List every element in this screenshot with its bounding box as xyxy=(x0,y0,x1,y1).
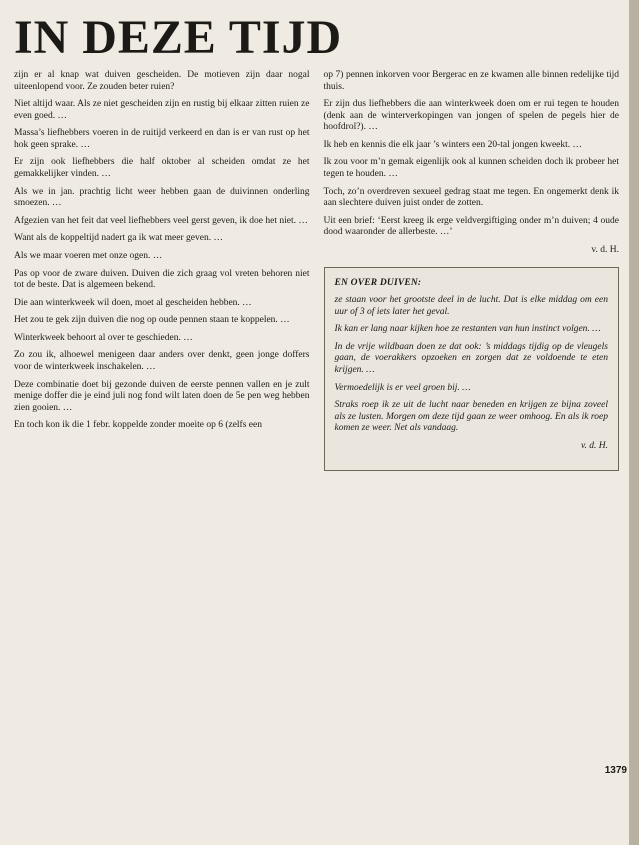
box-paragraph: In de vrije wildbaan doen ze dat ook: ’s middags tijdig op de vleugels gaan, de voerakkers opzoeken en zorgen dat ze voldoende te eten krijgen. … xyxy=(334,341,608,375)
box-paragraph: Ik kan er lang naar kijken hoe ze restanten van hun instinct volgen. … xyxy=(334,324,601,335)
paragraph: Het zou te gek zijn duiven die nog op oude pennen staan te koppelen. … xyxy=(14,315,290,326)
box-paragraph: Straks roep ik ze uit de lucht naar beneden en krijgen ze bijna zoveel als ze lusten. Morgen om deze tijd gaan ze weer omhoog. En als ik roep komen ze weer. Net als vandaag. xyxy=(334,400,608,434)
page-title: IN DEZE TIJD xyxy=(14,11,343,64)
paragraph: Ik heb en kennis die elk jaar ’s winters een 20-tal jongen kweekt. … xyxy=(323,139,583,150)
paragraph: Niet altijd waar. Als ze niet gescheiden zijn en rustig bij elkaar zitten ruien ze even goed. … xyxy=(14,99,310,121)
paragraph: Er zijn dus liefhebbers die aan winterkweek doen om er rui tegen te houden (denk aan de winterverkopingen van jongen of spelen de pegels hier de hoofdrol?). … xyxy=(323,99,619,133)
paragraph: Deze combinatie doet bij gezonde duiven de eerste pennen vallen en je zult menige doffer die je eind juli nog fond wilt laten doen de 5e pen weg hebben zien gooien. … xyxy=(14,379,310,413)
paragraph: Als we in jan. prachtig licht weer hebben gaan de duivinnen onderling smoezen. … xyxy=(14,186,310,209)
paragraph: Want als de koppeltijd nadert ga ik wat meer geven. … xyxy=(14,233,223,244)
box-paragraph: Vermoedelijk is er veel groen bij. … xyxy=(334,382,471,393)
page-number: 1379 xyxy=(604,765,627,776)
paragraph: En toch kon ik die 1 febr. koppelde zonder moeite op 6 (zelfs een xyxy=(14,420,262,431)
letter-paragraph: Uit een brief: ‘Eerst kreeg ik erge veldvergiftiging onder m’n duiven; 4 oude dood waaronder de allerbeste. …’ xyxy=(323,215,619,238)
paragraph: Die aan winterkweek wil doen, moet al gescheiden hebben. … xyxy=(14,297,252,308)
right-column xyxy=(324,70,620,471)
box-paragraph: ze staan voor het grootste deel in de lucht. Dat is elke middag om een uur of 3 of iets later het geval. xyxy=(334,295,608,317)
box-heading: EN OVER DUIVEN: xyxy=(334,277,422,288)
paragraph: op 7) pennen inkorven voor Bergerac en ze kwamen alle binnen redelijke tijd thuis. xyxy=(323,70,619,92)
paragraph: Winterkweek behoort al over te geschieden. … xyxy=(14,332,193,343)
paragraph: Toch, zo’n overdreven sexueel gedrag staat me tegen. En ongemerkt denk ik aan slechtere duiven juist onder de zotten. xyxy=(323,186,619,209)
paragraph: Zo zou ik, alhoewel menigeen daar anders over denkt, geen jonge doffers voor de winterkweek inschakelen. … xyxy=(14,350,310,372)
letter-signature: v. d. H. xyxy=(591,244,619,255)
left-column xyxy=(14,70,310,471)
box-signature: v. d. H. xyxy=(581,440,608,451)
paragraph: zijn er al knap wat duiven gescheiden. De motieven zijn daar nogal uiteenlopend voor. Ze zouden beter ruien? xyxy=(14,70,310,92)
article-columns xyxy=(14,70,619,471)
paragraph: Ik zou voor m’n gemak eigenlijk ook al kunnen scheiden doch ik probeer het tegen te houden. … xyxy=(323,157,619,180)
paragraph: Als we maar voeren met onze ogen. … xyxy=(14,250,163,261)
paragraph: Pas op voor de zware duiven. Duiven die zich graag vol vreten behoren niet tot de beste. Dat is algemeen bekend. xyxy=(14,268,310,291)
paragraph: Er zijn ook liefhebbers die half oktober al scheiden omdat ze het gemakkelijker vinden. … xyxy=(14,157,310,180)
en-over-duiven-box xyxy=(324,267,620,472)
paragraph: Massa’s liefhebbers voeren in de ruitijd verkeerd en dan is er van rust op het hok geen sprake. … xyxy=(14,128,310,150)
paragraph: Afgezien van het feit dat veel liefhebbers veel gerst geven, ik doe het niet. … xyxy=(14,215,308,226)
